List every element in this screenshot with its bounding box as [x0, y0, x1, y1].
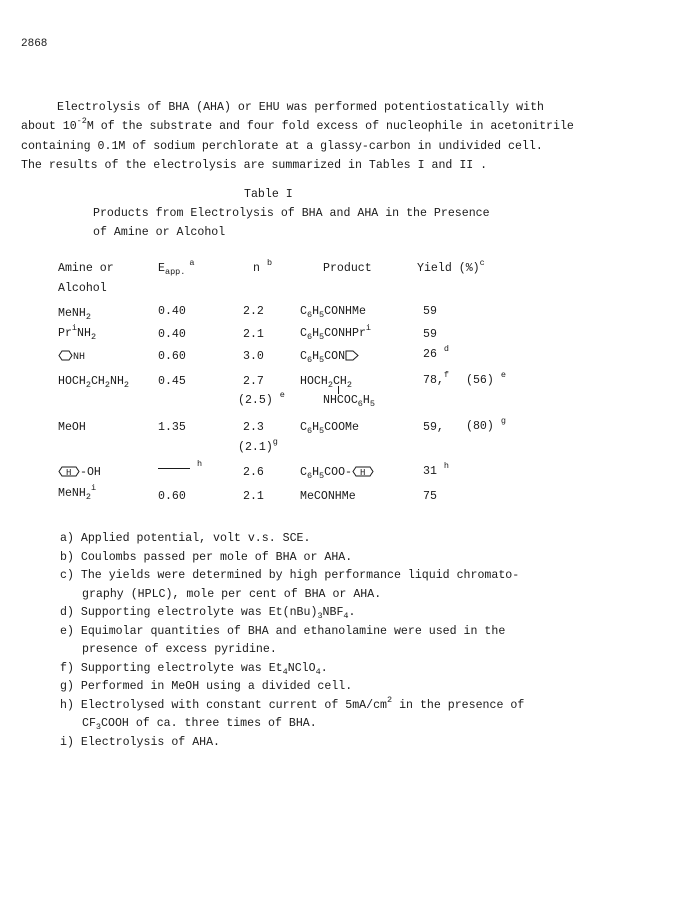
- not-applicable-dash: [158, 468, 190, 469]
- paragraph-line: The results of the electrolysis are summarized in Tables I and II .: [21, 159, 488, 173]
- table-caption: Products from Electrolysis of BHA and AHA in the Presence: [93, 207, 490, 220]
- table-row-yield: 78,$^f$: [423, 370, 449, 387]
- table-row-n: 2.3: [243, 421, 264, 434]
- table-row-yield: 59: [423, 328, 437, 341]
- table-row-n: 2.1: [243, 490, 264, 503]
- table-row-product: MeCONHMe: [300, 490, 356, 503]
- footnote-b: b) Coulombs passed per mole of BHA or AHA.: [60, 550, 353, 564]
- table-row-yield-alt: (56) $^e$: [466, 370, 506, 387]
- footnote-a: a) Applied potential, volt v.s. SCE.: [60, 532, 311, 545]
- table-row-amine: MeNH$_2$: [58, 307, 91, 322]
- footnote-d: d) Supporting electrolyte was $Et(nBu)_3NBF_4$.: [60, 606, 356, 621]
- header-amine: Amine or Alcohol: [58, 262, 114, 295]
- paragraph-line: about $10^{-2}M$ of the substrate and four fold excess of nucleophile in acetonitrile: [21, 116, 574, 134]
- piperidine-ring-icon: [345, 350, 360, 361]
- table-row-amine: $Pr^iNH_2$: [58, 323, 97, 342]
- table-row-product-line2: $NHCOC_6H_5$: [323, 394, 375, 409]
- table-row-amine: MeNH$_2^i$: [58, 483, 97, 502]
- svg-text:H: H: [66, 468, 72, 477]
- header-n: n $^b$: [253, 258, 273, 275]
- header-yield: Yield (%)$^c$: [417, 258, 485, 275]
- table-row-e: h: [158, 463, 202, 477]
- table-row-product: $HOCH_2CH_2$: [300, 375, 352, 390]
- footnote-f: f) Supporting electrolyte was $Et_4NClO_4$.: [60, 661, 328, 677]
- table-row-e: 0.60: [158, 350, 186, 363]
- table-row-yield: 59: [423, 305, 437, 318]
- bond-line: [338, 386, 339, 394]
- table-row-e: 1.35: [158, 421, 186, 434]
- footnotes: [60, 530, 524, 752]
- table-row-e: 0.45: [158, 375, 186, 388]
- table-caption: of Amine or Alcohol: [93, 226, 226, 239]
- footnote-h: h) Electrolysed with constant current of $5mA/cm^2$ in the presence of: [60, 694, 525, 712]
- table-row-n: 2.2: [243, 305, 264, 318]
- table-row-yield: 26 $^d$: [423, 344, 449, 361]
- paragraph-line: containing 0.1M of sodium perchlorate at a glassy-carbon in undivided cell.: [21, 139, 543, 153]
- table-title: Table I: [244, 188, 293, 201]
- footnote-c: c) The yields were determined by high performance liquid chromato-: [60, 569, 520, 582]
- svg-text:H: H: [360, 468, 366, 477]
- table-row-amine: H -OH: [58, 466, 101, 480]
- header-product: Product: [323, 262, 372, 275]
- intro-paragraph: [21, 98, 574, 176]
- header-e-app: $E_{app.}^a$: [158, 258, 195, 277]
- piperidine-ring-icon: [58, 350, 73, 361]
- footnote-h-cont: $CF_3COOH$ of ca. three times of BHA.: [82, 717, 317, 732]
- table-row-n: 2.7: [243, 375, 264, 388]
- table-row-product: $C_6H_5COOMe$: [300, 421, 359, 436]
- footnote-e-cont: presence of excess pyridine.: [82, 643, 277, 656]
- page-number: 2868: [21, 38, 48, 50]
- table-row-n-alt: (2.5) $^e$: [238, 390, 285, 407]
- table-row-product: $C_6H_5COO-$ H: [300, 466, 374, 480]
- table-row-product: $C_6H_5CONHPr^i$: [300, 323, 372, 342]
- footnote-g: g) Performed in MeOH using a divided cell.: [60, 680, 353, 693]
- cyclohexyl-ring-icon: [58, 466, 80, 477]
- table-row-yield: 59,: [423, 421, 444, 434]
- table-row-n: 3.0: [243, 350, 264, 363]
- table-row-product: $C_6H_5CON$: [300, 350, 360, 364]
- table-row-amine: $HOCH_2CH_2NH_2$: [58, 375, 130, 390]
- footnote-c-cont: graphy (HPLC), mole per cent of BHA or AHA.: [82, 587, 382, 601]
- table-row-n: 2.1: [243, 328, 264, 341]
- cyclohexyl-ring-icon: [352, 466, 374, 477]
- table-row-e: 0.40: [158, 328, 186, 341]
- footnote-e: e) Equimolar quantities of BHA and ethanolamine were used in the: [60, 624, 506, 638]
- table-row-amine: MeOH: [58, 421, 86, 434]
- table-row-yield-alt: (80) $^g$: [466, 416, 506, 433]
- paragraph-line: Electrolysis of BHA (AHA) or EHU was performed potentiostatically with: [57, 101, 545, 114]
- table-row-amine: NH: [58, 350, 85, 365]
- table-row-e: 0.60: [158, 490, 186, 503]
- footnote-i: i) Electrolysis of AHA.: [60, 735, 221, 749]
- table-row-n: 2.6: [243, 466, 264, 479]
- table-row-e: 0.40: [158, 305, 186, 318]
- table-row-n-alt: $(2.1)^g$: [238, 437, 278, 454]
- table-row-yield: 31 $^h$: [423, 461, 449, 478]
- table-row-product: $C_6H_5CONHMe$: [300, 305, 366, 320]
- table-row-yield: 75: [423, 490, 437, 503]
